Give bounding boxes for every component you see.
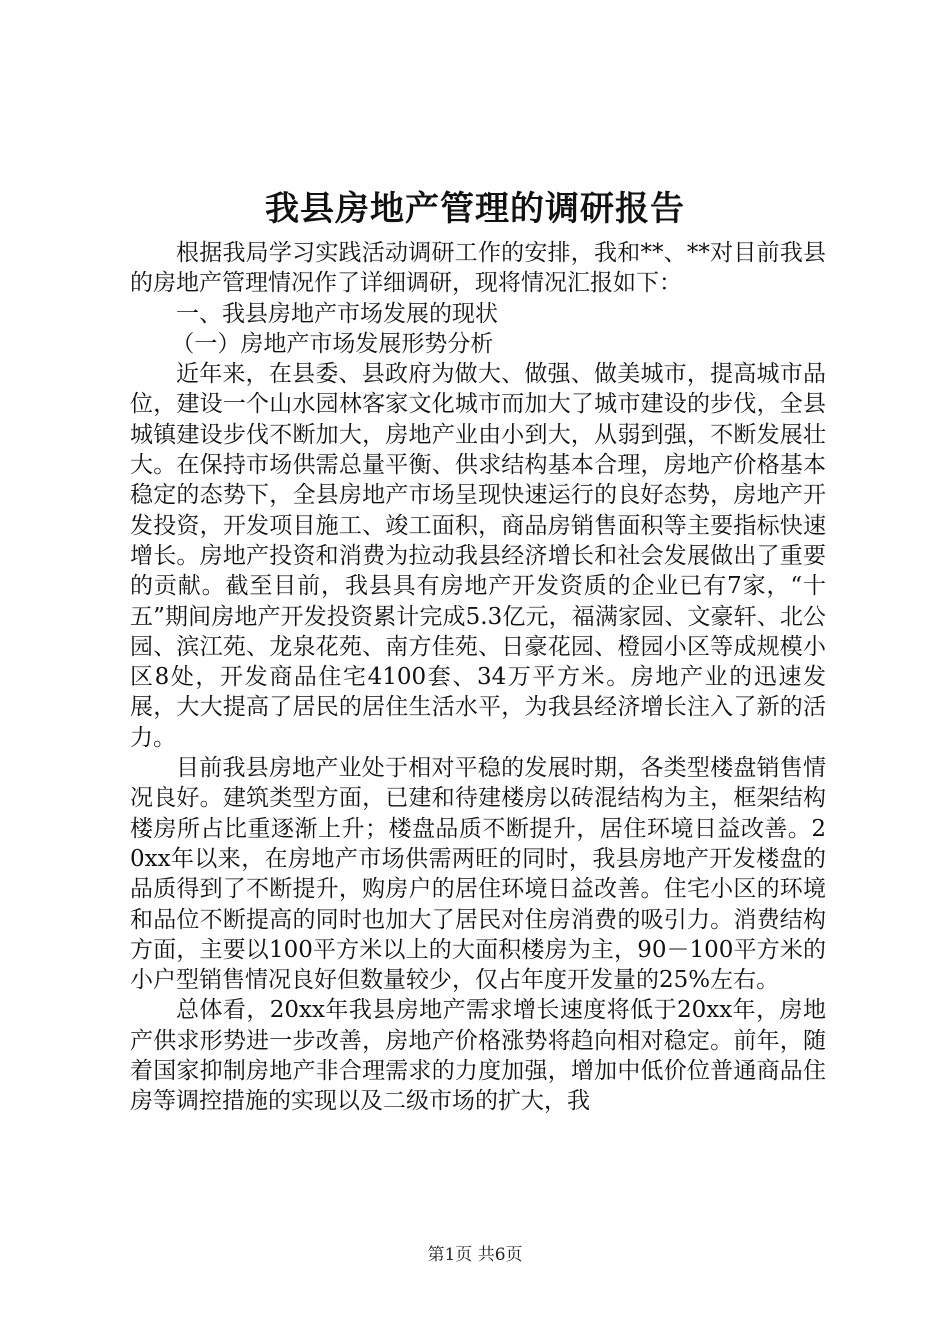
subsection-heading-1: （一）房地产市场发展形势分析	[171, 330, 494, 357]
intro-paragraph: 根据我局学习实践活动调研工作的安排，我和**、**对目前我县的房地产管理情况作了详细调研，现将情况汇报如下：	[130, 240, 826, 297]
document-title: 我县房地产管理的调研报告	[265, 189, 685, 229]
body-paragraph: 总体看，20xx年我县房地产需求增长速度将低于20xx年，房地产供求形势进一步改善，房地产价格涨势将趋向相对稳定。前年，随着国家抑制房地产非合理需求的力度加强，增加中低价位普通商品住房等调控措施的实现以及二级市场的扩大，我	[130, 997, 826, 1115]
page-footer: 第1页 共6页	[427, 1245, 523, 1265]
body-paragraph: 近年来，在县委、县政府为做大、做强、做美城市，提高城市品位，建设一个山水园林客家文化城市而加大了城市建设的步伐，全县城镇建设步伐不断加大，房地产业由小到大，从弱到强，不断发展壮大。在保持市场供需总量平衡、供求结构基本合理，房地产价格基本稳定的态势下，全县房地产市场呈现快速运行的良好态势，房地产开发投资，开发项目施工、竣工面积，商品房销售面积等主要指标快速增长。房地产投资和消费为拉动我县经济增长和社会发展做出了重要的贡献。截至目前，我县具有房地产开发资质的企业已有7家，“十五”期间房地产开发投资累计完成5.3亿元，福满家园、文豪轩、北公园、滨江苑、龙泉花苑、南方佳苑、日豪花园、橙园小区等成规模小区8处，开发商品住宅4100套、34万平方米。房地产业的迅速发展，大大提高了居民的居住生活水平，为我县经济增长注入了新的活力。	[130, 361, 826, 751]
section-heading-1: 一、我县房地产市场发展的现状	[176, 300, 498, 327]
body-paragraph: 目前我县房地产业处于相对平稳的发展时期，各类型楼盘销售情况良好。建筑类型方面，已建和待建楼房以砖混结构为主，框架结构楼房所占比重逐渐上升；楼盘品质不断提升，居住环境日益改善。20xx年以来，在房地产市场供需两旺的同时，我县房地产开发楼盘的品质得到了不断提升，购房户的居住环境日益改善。住宅小区的环境和品位不断提高的同时也加大了居民对住房消费的吸引力。消费结构方面，主要以100平方米以上的大面积楼房为主，90－100平方米的小户型销售情况良好但数量较少，仅占年度开发量的25%左右。	[130, 755, 826, 994]
document-body	[130, 238, 826, 1117]
